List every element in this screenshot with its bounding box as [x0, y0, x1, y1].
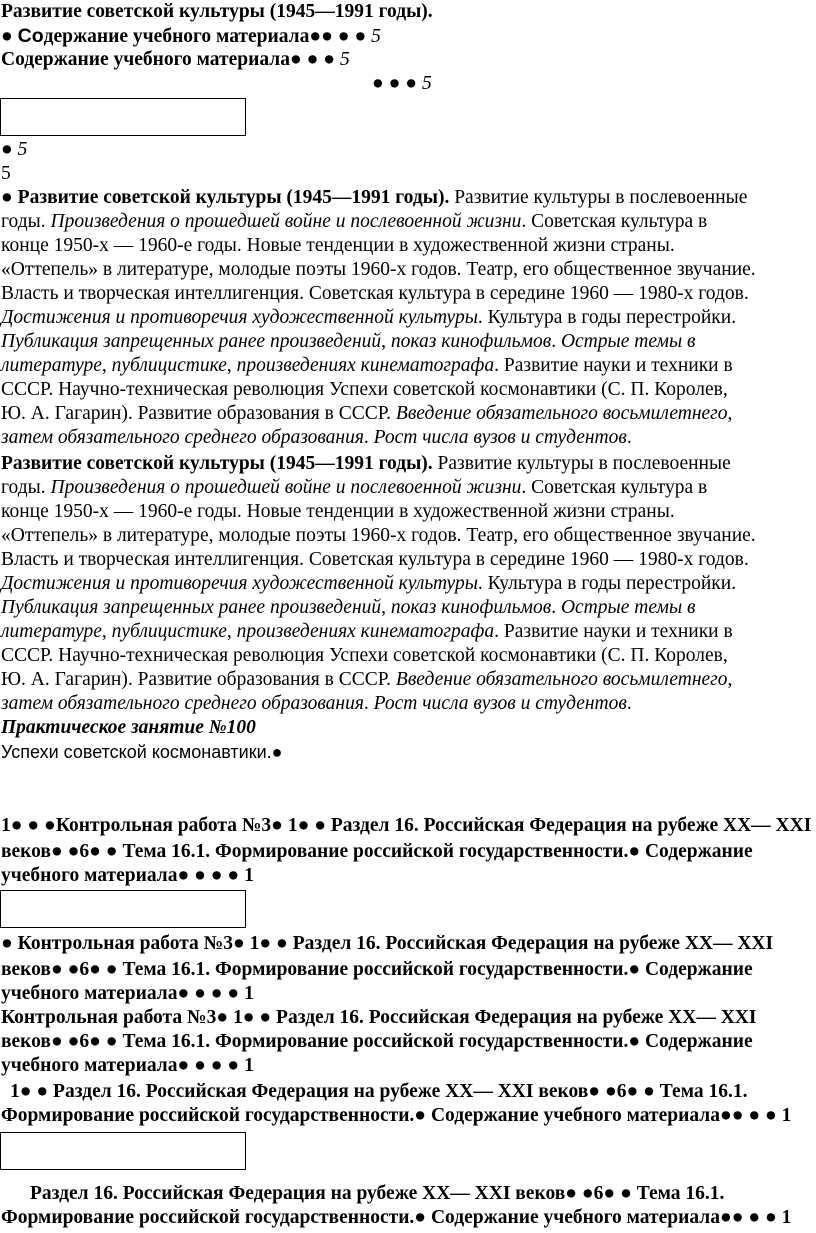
control-line: учебного материала● ● ● ● 1	[1, 865, 254, 886]
control-line: ● Контрольная работа №3● 1● ● Раздел 16. Российская Федерация на рубеже XX— XXI	[1, 933, 774, 954]
empty-cell-box	[0, 1132, 246, 1170]
bullet-icon: ●	[1, 26, 13, 47]
empty-cell-box	[0, 98, 246, 136]
paragraph-line: Достижения и противоречия художественной культуры. Культура в годы перестройки.	[1, 307, 737, 328]
paragraph-line: Власть и творческая интеллигенция. Советская культура в середине 1960 — 1980-х годов.	[1, 549, 749, 570]
paragraph-line: Ю. А. Гагарин). Развитие образования в СССР. Введение обязательного восьмилетнего,	[1, 669, 733, 690]
paragraph-line: Ю. А. Гагарин). Развитие образования в СССР. Введение обязательного восьмилетнего,	[1, 403, 733, 424]
paragraph-line: конце 1950-х — 1960-е годы. Новые тенденции в художественной жизни страны.	[1, 501, 675, 522]
control-line: Формирование российской государственности.● Содержание учебного материала●● ● ● 1	[1, 1105, 792, 1126]
control-line: Контрольная работа №3● 1● ● Раздел 16. Российская Федерация на рубеже XX— XXI	[1, 1007, 757, 1028]
bullet-icon: ●	[1, 187, 18, 208]
paragraph-line: СССР. Научно-техническая революция Успехи советской космонавтики (С. П. Королев,	[1, 379, 728, 400]
practical-text: Успехи советской космонавтики.●	[1, 742, 283, 762]
document-title: Развитие советской культуры (1945—1991 годы).	[1, 1, 433, 22]
paragraph-line: Развитие советской культуры (1945—1991 годы). Развитие культуры в послевоенные	[1, 453, 731, 474]
paragraph-line: конце 1950-х — 1960-е годы. Новые тенденции в художественной жизни страны.	[1, 235, 675, 256]
paragraph-line: СССР. Научно-техническая революция Успехи советской космонавтики (С. П. Королев,	[1, 645, 728, 666]
control-line: учебного материала● ● ● ● 1	[1, 983, 254, 1004]
hours-plain: 5	[1, 163, 11, 184]
control-line: 1● ● Раздел 16. Российская Федерация на рубеже XX— XXI веков● ●6● ● Тема 16.1.	[10, 1081, 748, 1102]
bullet-icon: ●	[1, 139, 18, 160]
control-line: Раздел 16. Российская Федерация на рубеже XX— XXI веков● ●6● ● Тема 16.1.	[30, 1183, 725, 1204]
content-heading-line-2: Содержание учебного материала● ● ● 5	[1, 49, 350, 70]
paragraph-line: «Оттепель» в литературе, молодые поэты 1960-х годов. Театр, его общественное звучание.	[1, 259, 756, 280]
control-line: веков● ●6● ● Тема 16.1. Формирование российской государственности.● Содержание	[1, 841, 753, 862]
paragraph-line: «Оттепель» в литературе, молодые поэты 1960-х годов. Театр, его общественное звучание.	[1, 525, 756, 546]
paragraph-line: Публикация запрещенных ранее произведений, показ кинофильмов. Острые темы в	[1, 331, 696, 352]
hours-marker: ● ● ● 5	[372, 73, 432, 94]
practical-title: Практическое занятие №100	[1, 717, 256, 738]
control-line: веков● ●6● ● Тема 16.1. Формирование российской государственности.● Содержание	[1, 1031, 753, 1052]
paragraph-line: литературе, публицистике, произведениях кинематографа. Развитие науки и техники в	[1, 621, 733, 642]
paragraph-line: Власть и творческая интеллигенция. Советская культура в середине 1960 — 1980-х годов.	[1, 283, 749, 304]
control-line: учебного материала● ● ● ● 1	[1, 1055, 254, 1076]
paragraph-line: годы. Произведения о прошедшей войне и послевоенной жизни. Советская культура в	[1, 211, 708, 232]
hours-line: ● 5	[1, 139, 28, 160]
paragraph-line: Публикация запрещенных ранее произведений, показ кинофильмов. Острые темы в	[1, 597, 696, 618]
control-line: 1● ● ●Контрольная работа №3● 1● ● Раздел 16. Российская Федерация на рубеже XX— XXI	[1, 815, 812, 836]
paragraph-line: литературе, публицистике, произведениях кинематографа. Развитие науки и техники в	[1, 355, 733, 376]
bullet-icon: ●	[271, 742, 283, 762]
empty-cell-box	[0, 890, 246, 928]
control-line: Формирование российской государственности.● Содержание учебного материала●● ● ● 1	[1, 1207, 792, 1228]
control-line: веков● ●6● ● Тема 16.1. Формирование российской государственности.● Содержание	[1, 959, 753, 980]
paragraph-line: затем обязательного среднего образования. Рост числа вузов и студентов.	[1, 693, 632, 714]
content-heading-line: ● Содержание учебного материала●● ● ● 5	[1, 25, 381, 47]
paragraph-line: ● Развитие советской культуры (1945—1991 годы). Развитие культуры в послевоенные	[1, 187, 748, 208]
paragraph-line: годы. Произведения о прошедшей войне и послевоенной жизни. Советская культура в	[1, 477, 708, 498]
paragraph-line: Достижения и противоречия художественной культуры. Культура в годы перестройки.	[1, 573, 737, 594]
paragraph-line: затем обязательного среднего образования. Рост числа вузов и студентов.	[1, 427, 632, 448]
